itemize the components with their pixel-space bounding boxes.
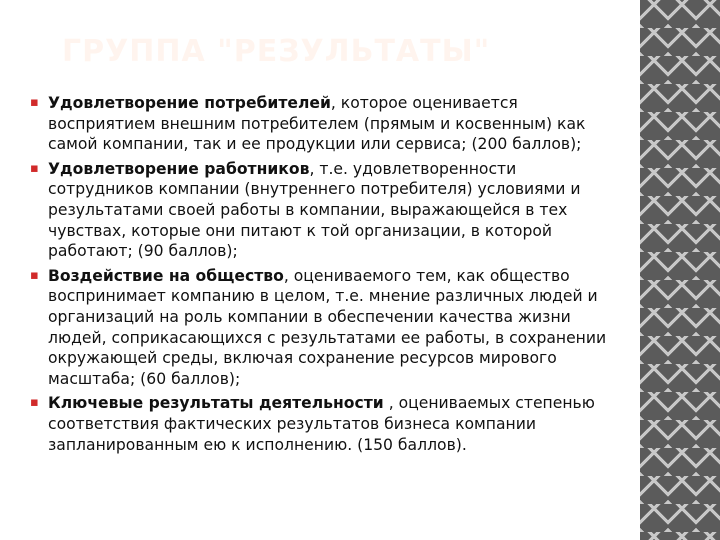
bullet-item-key-results (30, 393, 612, 455)
bullet-text: , которое оценивается восприятием внешним потребителем (прямым и косвенным) как самой компании, так и ее продукции или сервиса; (200 баллов); (48, 94, 586, 154)
bullet-marker-icon: ▪ (30, 267, 39, 283)
slide-title: ГРУППА "РЕЗУЛЬТАТЫ" (62, 34, 491, 69)
bullet-text: , оцениваемых степенью соответствия фактических результатов бизнеса компании запланированным ею к исполнению. (150 баллов). (48, 394, 595, 454)
bullet-item-employee-satisfaction (30, 159, 612, 262)
bullet-text: , оцениваемого тем, как общество воспринимает компанию в целом, т.е. мнение различных людей и организаций на роль компании в обеспечении качества жизни людей, соприкасающихся с результатами ее работы, в сохранении окружающей среды, включая сохранение ресурсов мирового масштаба; (60 баллов); (48, 266, 607, 388)
bullet-marker-icon: ▪ (30, 95, 39, 110)
bullet-marker-icon: ▪ (30, 160, 39, 176)
bullet-list (30, 93, 612, 459)
bullet-marker-icon: ▪ (30, 395, 39, 411)
decorative-pattern-panel (640, 0, 720, 540)
bullet-lead: Воздействие на общество (48, 266, 284, 285)
bullet-item-society-impact (30, 266, 612, 390)
bullet-text: , т.е. удовлетворенности сотрудников компании (внутреннего потребителя) условиями и результатами своей работы в компании, выражающейся в тех чувствах, которые они питают к той организации, в которой работают; (90 баллов); (48, 159, 581, 261)
bullet-lead: Удовлетворение работников (48, 159, 310, 178)
bullet-lead: Удовлетворение потребителей (48, 94, 331, 112)
bullet-item-customer-satisfaction (30, 93, 612, 155)
bullet-lead: Ключевые результаты деятельности (48, 394, 384, 413)
